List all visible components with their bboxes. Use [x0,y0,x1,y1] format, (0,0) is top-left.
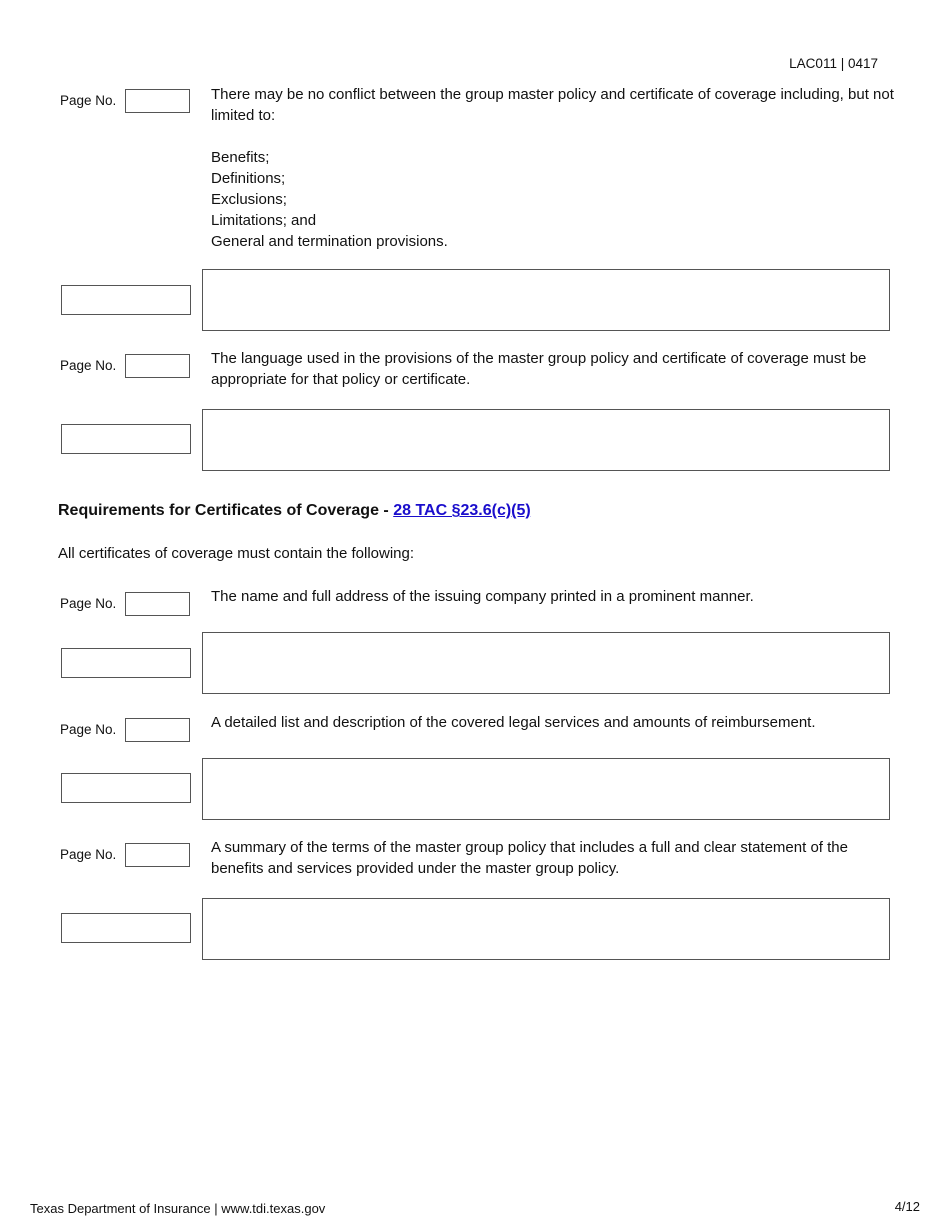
page-no-label: Page No. [60,93,117,108]
section-heading [58,502,531,520]
requirement-text: A summary of the terms of the master group policy that includes a full and clear statement of the benefits and services provided under the master group policy. [211,839,848,877]
requirement-text: The name and full address of the issuing company printed in a prominent manner. [211,588,754,605]
footer-agency: Texas Department of Insurance | www.tdi.texas.gov [30,1201,326,1216]
page-no-label: Page No. [60,847,117,862]
list-item: Limitations; and [211,212,317,229]
page-no-label: Page No. [60,596,117,611]
comment-box[interactable] [202,409,890,471]
comment-box[interactable] [202,632,890,694]
spacer [211,126,896,147]
page-no-input[interactable] [125,354,190,378]
page-no-input[interactable] [125,843,190,867]
page-number: 4/12 [894,1199,920,1214]
compliance-input[interactable] [61,424,191,454]
regulation-link[interactable]: 28 TAC §23.6(c)(5) [393,502,531,519]
section-intro: All certificates of coverage must contain the following: [58,545,415,562]
section-heading-text: Requirements for Certificates of Coverage - [58,502,394,519]
compliance-input[interactable] [61,913,191,943]
page-no-input[interactable] [125,592,190,616]
compliance-input[interactable] [61,773,191,803]
comment-box[interactable] [202,269,890,331]
requirement-text-line: There may be no conflict between the group master policy and certificate of coverage including, but not limited to: [211,86,894,124]
form-code: LAC011 | 0417 [789,56,878,71]
page-no-input[interactable] [125,89,190,113]
list-item: General and termination provisions. [211,233,448,250]
page-no-label: Page No. [60,358,117,373]
compliance-input[interactable] [61,285,191,315]
list-item: Benefits; [211,149,270,166]
requirement-text [211,84,896,252]
compliance-input[interactable] [61,648,191,678]
list-item: Definitions; [211,170,286,187]
list-item: Exclusions; [211,191,287,208]
requirement-text: A detailed list and description of the covered legal services and amounts of reimbursement. [211,714,816,731]
page-no-label: Page No. [60,722,117,737]
comment-box[interactable] [202,758,890,820]
comment-box[interactable] [202,898,890,960]
page-no-input[interactable] [125,718,190,742]
requirement-text: The language used in the provisions of the master group policy and certificate of coverage must be appropriate for that policy or certificate. [211,350,867,388]
